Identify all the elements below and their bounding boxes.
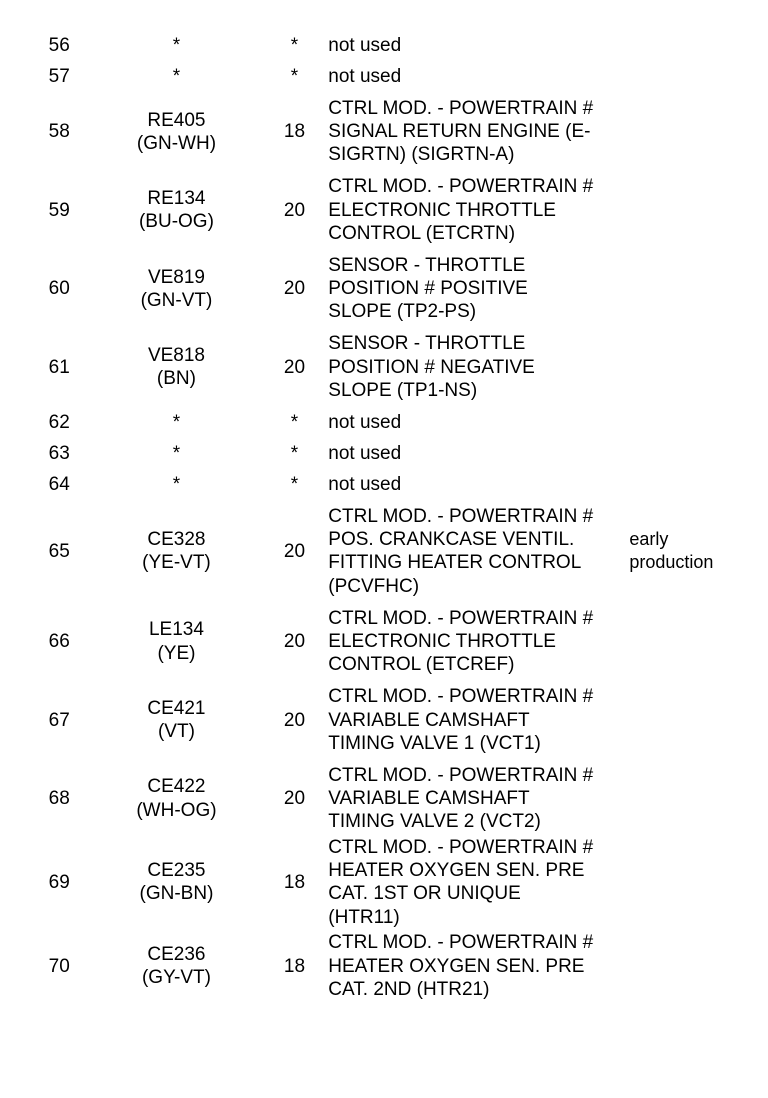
description-cell: CTRL MOD. - POWERTRAIN # HEATER OXYGEN SEN. PRE CAT. 2ND (HTR21) — [328, 932, 594, 1000]
table-row — [0, 30, 768, 61]
circuit-cell: VE818 (BN) — [147, 345, 205, 390]
table-row — [0, 250, 768, 329]
table-row — [0, 838, 768, 927]
wire-gauge-cell: * — [290, 474, 299, 496]
circuit-cell: * — [172, 474, 181, 496]
pin-number: 56 — [48, 35, 70, 56]
table-row — [0, 61, 768, 92]
circuit-cell: RE405 (GN-WH) — [136, 109, 217, 154]
wire-gauge-cell: 20 — [283, 199, 306, 221]
note-cell: early production — [629, 529, 714, 573]
table-row — [0, 602, 768, 681]
circuit-cell: * — [172, 442, 181, 464]
wire-gauge-cell: 20 — [283, 278, 306, 300]
pin-number-cell — [0, 356, 75, 379]
table-row — [0, 759, 768, 838]
circuit-cell: CE236 (GY-VT) — [141, 943, 211, 989]
wire-gauge-cell: 20 — [283, 356, 306, 378]
description-cell: CTRL MOD. - POWERTRAIN # HEATER OXYGEN SEN. PRE CAT. 1ST OR UNIQUE (HTR11) — [328, 836, 594, 928]
circuit-cell: CE235 (GN-BN) — [139, 860, 214, 905]
pin-number: 69 — [48, 871, 70, 893]
pin-number-cell — [0, 630, 75, 653]
table-row — [0, 500, 768, 602]
pin-number-cell — [0, 442, 75, 465]
pin-number: 67 — [48, 709, 70, 731]
circuit-cell: LE134 (YE) — [148, 619, 204, 664]
wire-gauge-cell: * — [290, 66, 299, 88]
pin-number: 61 — [48, 356, 70, 378]
circuit-cell: CE421 (VT) — [147, 697, 206, 743]
description-cell: SENSOR - THROTTLE POSITION # NEGATIVE SLOPE (TP1-NS) — [328, 333, 535, 401]
pin-number-cell — [0, 540, 75, 563]
table-row — [0, 93, 768, 172]
description-cell: not used — [328, 35, 402, 56]
pin-number-cell — [0, 709, 75, 732]
circuit-cell: CE422 (WH-OG) — [136, 776, 217, 821]
pin-number: 66 — [48, 631, 70, 653]
pin-number-cell — [0, 34, 75, 57]
circuit-cell: VE819 (GN-VT) — [140, 266, 213, 311]
circuit-cell: * — [172, 35, 181, 56]
pin-number: 62 — [48, 411, 70, 433]
table-row — [0, 407, 768, 438]
table-row — [0, 171, 768, 250]
description-cell: CTRL MOD. - POWERTRAIN # SIGNAL RETURN ENGINE (E- SIGRTN) (SIGRTN-A) — [328, 97, 594, 166]
pin-number: 64 — [48, 474, 70, 496]
wire-gauge-cell: 20 — [283, 540, 306, 562]
description-cell: CTRL MOD. - POWERTRAIN # ELECTRONIC THROTTLE CONTROL (ETCREF) — [328, 607, 594, 676]
description-cell: not used — [328, 66, 402, 88]
wire-gauge-cell: * — [290, 442, 299, 464]
wire-gauge-cell: 20 — [283, 788, 306, 810]
table-row — [0, 927, 768, 1006]
circuit-cell: CE328 (YE-VT) — [142, 529, 211, 574]
pin-number-cell — [0, 120, 75, 143]
pin-number: 59 — [48, 199, 70, 221]
pin-number: 68 — [48, 788, 70, 810]
table-row — [0, 469, 768, 500]
wire-gauge-cell: 20 — [283, 709, 306, 731]
wire-gauge-cell: 18 — [283, 955, 306, 977]
table-row — [0, 438, 768, 469]
pin-number: 70 — [48, 955, 70, 977]
pin-number-cell — [0, 955, 75, 978]
description-cell: not used — [328, 442, 402, 464]
pin-number: 57 — [48, 66, 70, 88]
wire-gauge-cell: 18 — [283, 871, 306, 893]
pin-number: 58 — [48, 121, 70, 143]
circuit-cell: * — [172, 411, 181, 433]
pin-number: 60 — [48, 278, 70, 300]
description-cell: not used — [328, 411, 402, 433]
wire-gauge-cell: * — [290, 411, 299, 433]
pin-number-cell — [0, 411, 75, 434]
wire-gauge-cell: * — [290, 35, 299, 56]
pin-number-cell — [0, 787, 75, 810]
pin-number-cell — [0, 871, 75, 894]
description-cell: CTRL MOD. - POWERTRAIN # VARIABLE CAMSHAFT TIMING VALVE 1 (VCT1) — [328, 686, 594, 754]
circuit-cell: * — [172, 66, 181, 88]
pin-number-cell — [0, 277, 75, 300]
wire-gauge-cell: 18 — [283, 121, 306, 143]
description-cell: CTRL MOD. - POWERTRAIN # ELECTRONIC THROTTLE CONTROL (ETCRTN) — [328, 176, 594, 244]
wire-gauge-cell: 20 — [283, 631, 306, 653]
pin-number-cell — [0, 65, 75, 88]
circuit-cell: RE134 (BU-OG) — [138, 188, 214, 233]
pin-number-cell — [0, 473, 75, 496]
pin-number: 63 — [48, 442, 70, 464]
description-cell: CTRL MOD. - POWERTRAIN # VARIABLE CAMSHAFT TIMING VALVE 2 (VCT2) — [328, 764, 594, 833]
description-cell: SENSOR - THROTTLE POSITION # POSITIVE SLOPE (TP2-PS) — [328, 254, 528, 323]
table-row — [0, 328, 768, 407]
pin-number-cell — [0, 199, 75, 222]
table-row — [0, 681, 768, 760]
pin-number: 65 — [48, 540, 70, 562]
description-cell: not used — [328, 474, 402, 496]
connector-pin-table — [0, 30, 768, 1005]
description-cell: CTRL MOD. - POWERTRAIN # POS. CRANKCASE VENTIL. FITTING HEATER CONTROL (PCVFHC) — [328, 505, 594, 597]
